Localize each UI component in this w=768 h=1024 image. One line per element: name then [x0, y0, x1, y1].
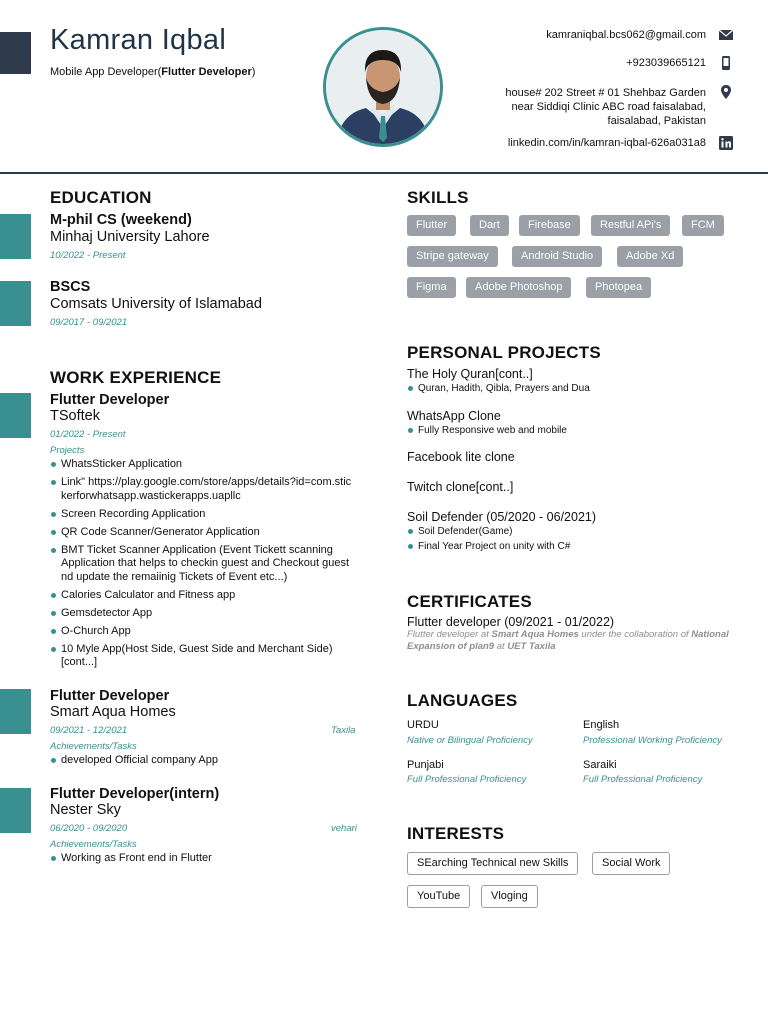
language-level: Professional Working Proficiency [583, 735, 722, 746]
education-school: Comsats University of Islamabad [50, 296, 262, 312]
work-role: Flutter Developer(intern) [50, 786, 220, 802]
contact-address [505, 86, 706, 128]
interest-tag: Vloging [481, 885, 538, 908]
list-item: Quran, Hadith, Qibla, Prayers and Dua [407, 383, 737, 395]
interest-tag: YouTube [407, 885, 470, 908]
contact-email[interactable]: kamraniqbal.bcs062@gmail.com [546, 29, 706, 41]
work-marker [0, 788, 31, 833]
project-name: The Holy Quran[cont..] [407, 367, 533, 381]
certificate-description: Flutter developer at Smart Aqua Homes under the collaboration of National Expansion of plan9 at UET Taxila [407, 629, 729, 652]
interest-tag: Social Work [592, 852, 670, 875]
list-item: Fully Responsive web and mobile [407, 425, 737, 437]
work-location: vehari [331, 823, 357, 834]
list-item: O-Church App [50, 625, 355, 639]
skill-tag: Firebase [519, 215, 580, 236]
work-subheading: Projects [50, 445, 85, 456]
address-line-3: faisalabad, Pakistan [607, 115, 706, 127]
envelope-icon [718, 27, 734, 43]
skill-tag: FCM [682, 215, 724, 236]
work-bullets [50, 458, 355, 674]
contact-linkedin[interactable]: linkedin.com/in/kamran-iqbal-626a031a8 [507, 137, 706, 149]
list-item: BMT Ticket Scanner Application (Event Tickett scanning Application that helps to checkin guest and Checkout guest nd update the remaiinig Tickets of Event etc...) [50, 544, 355, 585]
language-level: Full Professional Proficiency [407, 774, 527, 785]
work-company: Nester Sky [50, 802, 121, 818]
list-item: QR Code Scanner/Generator Application [50, 526, 355, 540]
skill-tag: Figma [407, 277, 456, 298]
work-bullets [50, 852, 355, 870]
location-pin-icon [718, 84, 734, 100]
interest-tag: SEarching Technical new Skills [407, 852, 578, 875]
certificate-name: Flutter developer (09/2021 - 01/2022) [407, 615, 615, 629]
project-name: Soil Defender (05/2020 - 06/2021) [407, 510, 597, 524]
languages-heading: LANGUAGES [407, 691, 518, 710]
project-bullets [407, 425, 737, 440]
work-role: Flutter Developer [50, 392, 170, 408]
skill-tag: Photopea [586, 277, 651, 298]
contact-phone[interactable]: +923039665121 [626, 57, 706, 69]
phone-icon [718, 55, 734, 71]
work-bullets [50, 754, 355, 772]
work-subheading: Achievements/Tasks [50, 839, 137, 850]
list-item: Screen Recording Application [50, 508, 355, 522]
list-item: Link" https://play.google.com/store/apps/details?id=com.stickerforwhatsapp.wastickerapps.uapllc [50, 476, 355, 503]
work-company: TSoftek [50, 408, 100, 424]
skill-tag: Adobe Photoshop [466, 277, 571, 298]
language-name: URDU [407, 719, 439, 731]
list-item: WhatsSticker Application [50, 458, 355, 472]
language-name: Punjabi [407, 759, 444, 771]
list-item: Soil Defender(Game) [407, 526, 737, 538]
header-accent-block [0, 32, 31, 74]
project-name: Facebook lite clone [407, 450, 515, 464]
work-marker [0, 393, 31, 438]
education-marker [0, 214, 31, 259]
education-heading: EDUCATION [50, 188, 152, 207]
address-line-2: near Siddiqi Clinic ABC road faisalabad, [511, 101, 706, 113]
project-bullets [407, 526, 737, 556]
list-item: Gemsdetector App [50, 607, 355, 621]
project-name: Twitch clone[cont..] [407, 480, 514, 494]
list-item: Working as Front end in Flutter [50, 852, 355, 866]
work-marker [0, 689, 31, 734]
skill-tag: Flutter [407, 215, 456, 236]
project-name: WhatsApp Clone [407, 409, 501, 423]
education-school: Minhaj University Lahore [50, 229, 210, 245]
candidate-name: Kamran Iqbal [50, 24, 227, 56]
work-role: Flutter Developer [50, 688, 170, 704]
language-level: Native or Bilingual Proficiency [407, 735, 533, 746]
job-subtitle: Mobile App Developer(Flutter Developer) [50, 66, 256, 78]
language-level: Full Professional Proficiency [583, 774, 703, 785]
header-divider [0, 172, 768, 174]
skill-tag: Restful APi's [591, 215, 670, 236]
list-item: Final Year Project on unity with C# [407, 541, 737, 553]
language-name: Saraiki [583, 759, 617, 771]
education-dates: 10/2022 - Present [50, 250, 126, 261]
profile-photo [323, 27, 443, 147]
work-dates: 09/2021 - 12/2021 [50, 725, 128, 736]
work-company: Smart Aqua Homes [50, 704, 176, 720]
list-item: developed Official company App [50, 754, 355, 768]
education-marker [0, 281, 31, 326]
language-name: English [583, 719, 620, 731]
profile-photo-illustration [326, 30, 440, 144]
work-subheading: Achievements/Tasks [50, 741, 137, 752]
skill-tag: Android Studio [512, 246, 602, 267]
skills-heading: SKILLS [407, 188, 469, 207]
skill-tag: Dart [470, 215, 509, 236]
work-location: Taxila [331, 725, 356, 736]
education-degree: M-phil CS (weekend) [50, 212, 192, 228]
list-item: Calories Calculator and Fitness app [50, 589, 355, 603]
skill-tag: Stripe gateway [407, 246, 498, 267]
work-dates: 01/2022 - Present [50, 429, 126, 440]
project-bullets [407, 383, 737, 398]
education-degree: BSCS [50, 279, 91, 295]
certificates-heading: CERTIFICATES [407, 592, 532, 611]
skill-tag: Adobe Xd [617, 246, 683, 267]
projects-heading: PERSONAL PROJECTS [407, 343, 601, 362]
linkedin-icon [718, 135, 734, 151]
address-line-1: house# 202 Street # 01 Shehbaz Garden [505, 87, 706, 99]
interests-heading: INTERESTS [407, 824, 505, 843]
list-item: 10 Myle App(Host Side, Guest Side and Merchant Side) [cont...] [50, 643, 355, 670]
education-dates: 09/2017 - 09/2021 [50, 317, 128, 328]
work-heading: WORK EXPERIENCE [50, 368, 222, 387]
work-dates: 06/2020 - 09/2020 [50, 823, 128, 834]
